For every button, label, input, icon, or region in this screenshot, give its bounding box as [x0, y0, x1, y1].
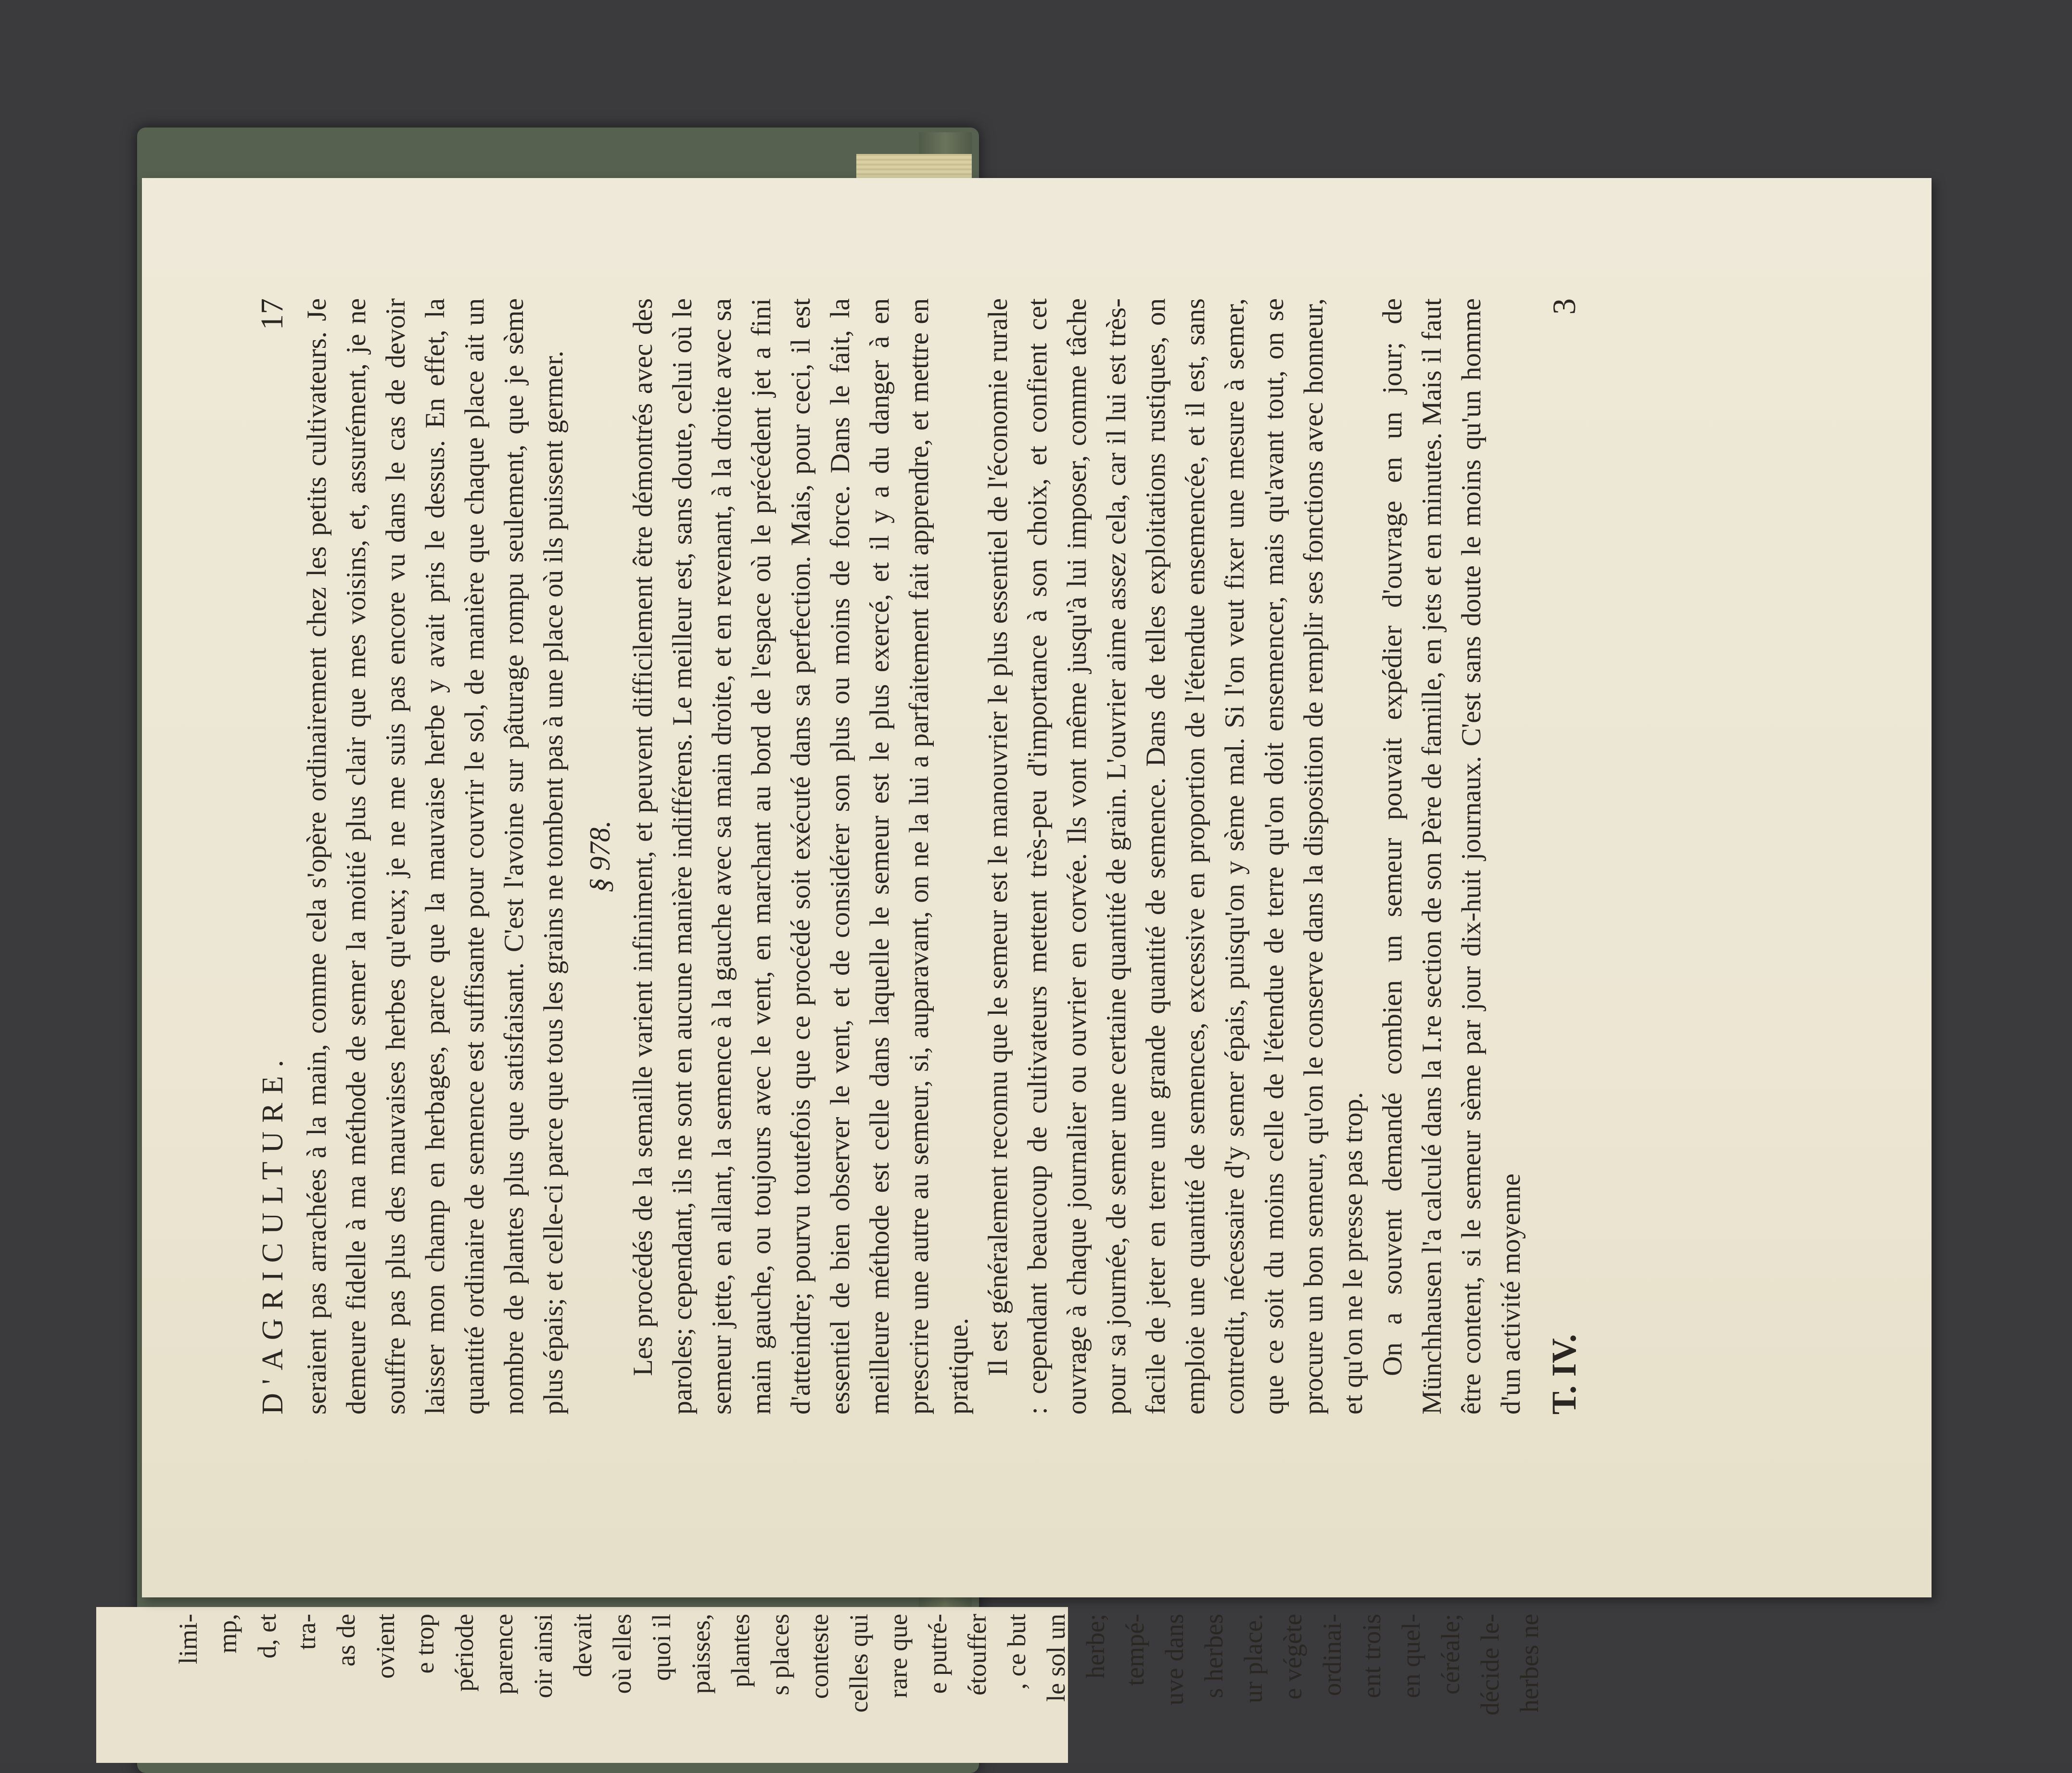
left-page-line: le sol un [1042, 1614, 1070, 1702]
left-page-line: céréale; [1436, 1614, 1465, 1695]
paragraph-1: seraient pas arrachées à la main, comme cela s'opère ordinairement chez les petits cultivateurs. Je demeure fidelle à ma méthode de semer la moitié plus clair que mes voisins, et, assurément, je ne souffre pas plus des mauvaises herbes qu'eux; je ne me suis pas encore vu dans le cas de devoir laisser mon champ en herbages, parce que la mauvaise herbe y avait pris le dessus. En effet, la quantité ordinaire de semence est suffisante pour couvrir le sol, de manière que chaque place ait un nombre de plantes plus que satisfaisant. C'est l'avoine sur pâturage rompu seulement, que je sème plus épais; et celle-ci parce que tous les grains ne tombent pas à une place où ils puissent germer. [302, 298, 569, 1415]
left-page-line: s places [765, 1614, 794, 1696]
left-page-line: parence [489, 1614, 518, 1695]
left-page-line: conteste [805, 1614, 834, 1699]
page-number: 17 [254, 298, 290, 330]
page-header [253, 298, 292, 1415]
left-page-line: en quel- [1397, 1614, 1425, 1698]
left-page-line: décide le- [1475, 1614, 1504, 1716]
left-page-line: où elles [608, 1614, 636, 1694]
left-page-line: plantes [726, 1614, 755, 1687]
left-page-line: e trop [410, 1614, 439, 1674]
left-page-line: ordinai- [1318, 1614, 1347, 1696]
left-page-line: uve dans [1160, 1614, 1189, 1706]
left-page-line: paisses, [686, 1614, 715, 1694]
left-page-line: devait [568, 1614, 597, 1677]
left-page-line: rare que [884, 1614, 913, 1698]
paragraph-2: Les procédés de la semaille varient infiniment, et peuvent difficilement être démontrés avec des paroles; cependant, ils ne sont en aucune manière indifférens. Le meilleur est, sans doute, celui où le semeur jette, en allant, la semence à la gauche avec sa main droite, et en revenant, à la droite avec sa main gauche, ou toujours avec le vent, en marchant au bord de l'espace où le précédent jet a fini d'atteindre; pourvu toutefois que ce procédé soit exécuté dans sa perfection. Mais, pour ceci, il est essentiel de bien observer le vent, et de considérer son plus ou moins de force. Dans le fait, la meilleure méthode est celle dans laquelle le semeur est le plus exercé, et il y a du danger à en prescrire une autre au semeur, si, auparavant, on ne la lui a parfaitement fait apprendre, et mettre en pratique. [628, 298, 974, 1415]
volume-mark: T. IV. [1545, 1334, 1583, 1415]
left-page-line: étouffer [963, 1614, 992, 1696]
left-page-line: tra- [292, 1614, 321, 1650]
left-page-line: mp, [213, 1614, 242, 1654]
rotated-page-frame [142, 178, 1932, 1597]
section-mark: § 978. [584, 820, 616, 893]
page-content [253, 298, 1840, 1415]
left-page-line: e végète [1278, 1614, 1307, 1700]
left-page-line: celles qui [844, 1614, 873, 1713]
left-page-line: , ce but [1002, 1614, 1031, 1690]
left-page-line: période [450, 1614, 479, 1692]
left-page-line: oir ainsi [529, 1614, 558, 1698]
left-page-line: herbe; [1081, 1614, 1110, 1679]
paragraph-4: On a souvent demandé combien un semeur pouvait expédier d'ouvrage en un jour; de Münchhausen l'a calculé dans la I.re section de son Père de famille, en jets et en minutes. Mais il faut être content, si le semeur sème par jour dix-huit journaux. C'est sans doute le moins qu'un homme d'un activité moyenne [1377, 298, 1526, 1415]
left-page-line: s herbes [1199, 1614, 1228, 1698]
left-page-line: tempé- [1120, 1614, 1149, 1686]
left-page-line: ent trois [1357, 1614, 1386, 1698]
running-head: D'AGRICULTURE. [256, 1051, 289, 1415]
page-footer [1544, 298, 1584, 1415]
left-page-line: ovient [371, 1614, 400, 1679]
signature-mark: 3 [1546, 298, 1582, 315]
left-page-text [168, 1614, 1544, 1753]
left-page-line: quoi il [647, 1614, 676, 1681]
left-page-line: d, et [253, 1614, 281, 1658]
left-page-line: limi- [174, 1614, 203, 1664]
left-page-line: e putré- [923, 1614, 952, 1694]
left-page-line: ur place. [1239, 1614, 1268, 1703]
left-page-line: as de [331, 1614, 360, 1667]
paragraph-3: Il est généralement reconnu que le semeur est le manouvrier le plus essentiel de l'économie rurale : cependant beaucoup de cultivateurs mettent très-peu d'importance à son choix, et confient cet ouvrage à chaque journalier ou ouvrier en corvée. Ils vont même jusqu'à lui imposer, comme tâche pour sa journée, de semer une certaine quantité de grain. L'ouvrier aime assez cela, car il lui est très-facile de jeter en terre une grande quantité de semence. Dans de telles exploitations rustiques, on emploie une quantité de semences, excessive en proportion de l'étendue ensemencée, et il est, sans contredit, nécessaire d'y semer épais, puisqu'on y sème mal. Si l'on veut fixer une mesure à semer, que ce soit du moins celle de l'étendue de terre qu'on doit ensemencer, mais qu'avant tout, on se procure un bon semeur, qu'on le conserve dans la disposition de remplir ses fonctions avec honneur, et qu'on ne le presse pas trop. [983, 298, 1368, 1415]
left-page-rotated-frame [96, 1607, 1544, 1763]
left-page-line: herbes ne [1515, 1614, 1544, 1713]
